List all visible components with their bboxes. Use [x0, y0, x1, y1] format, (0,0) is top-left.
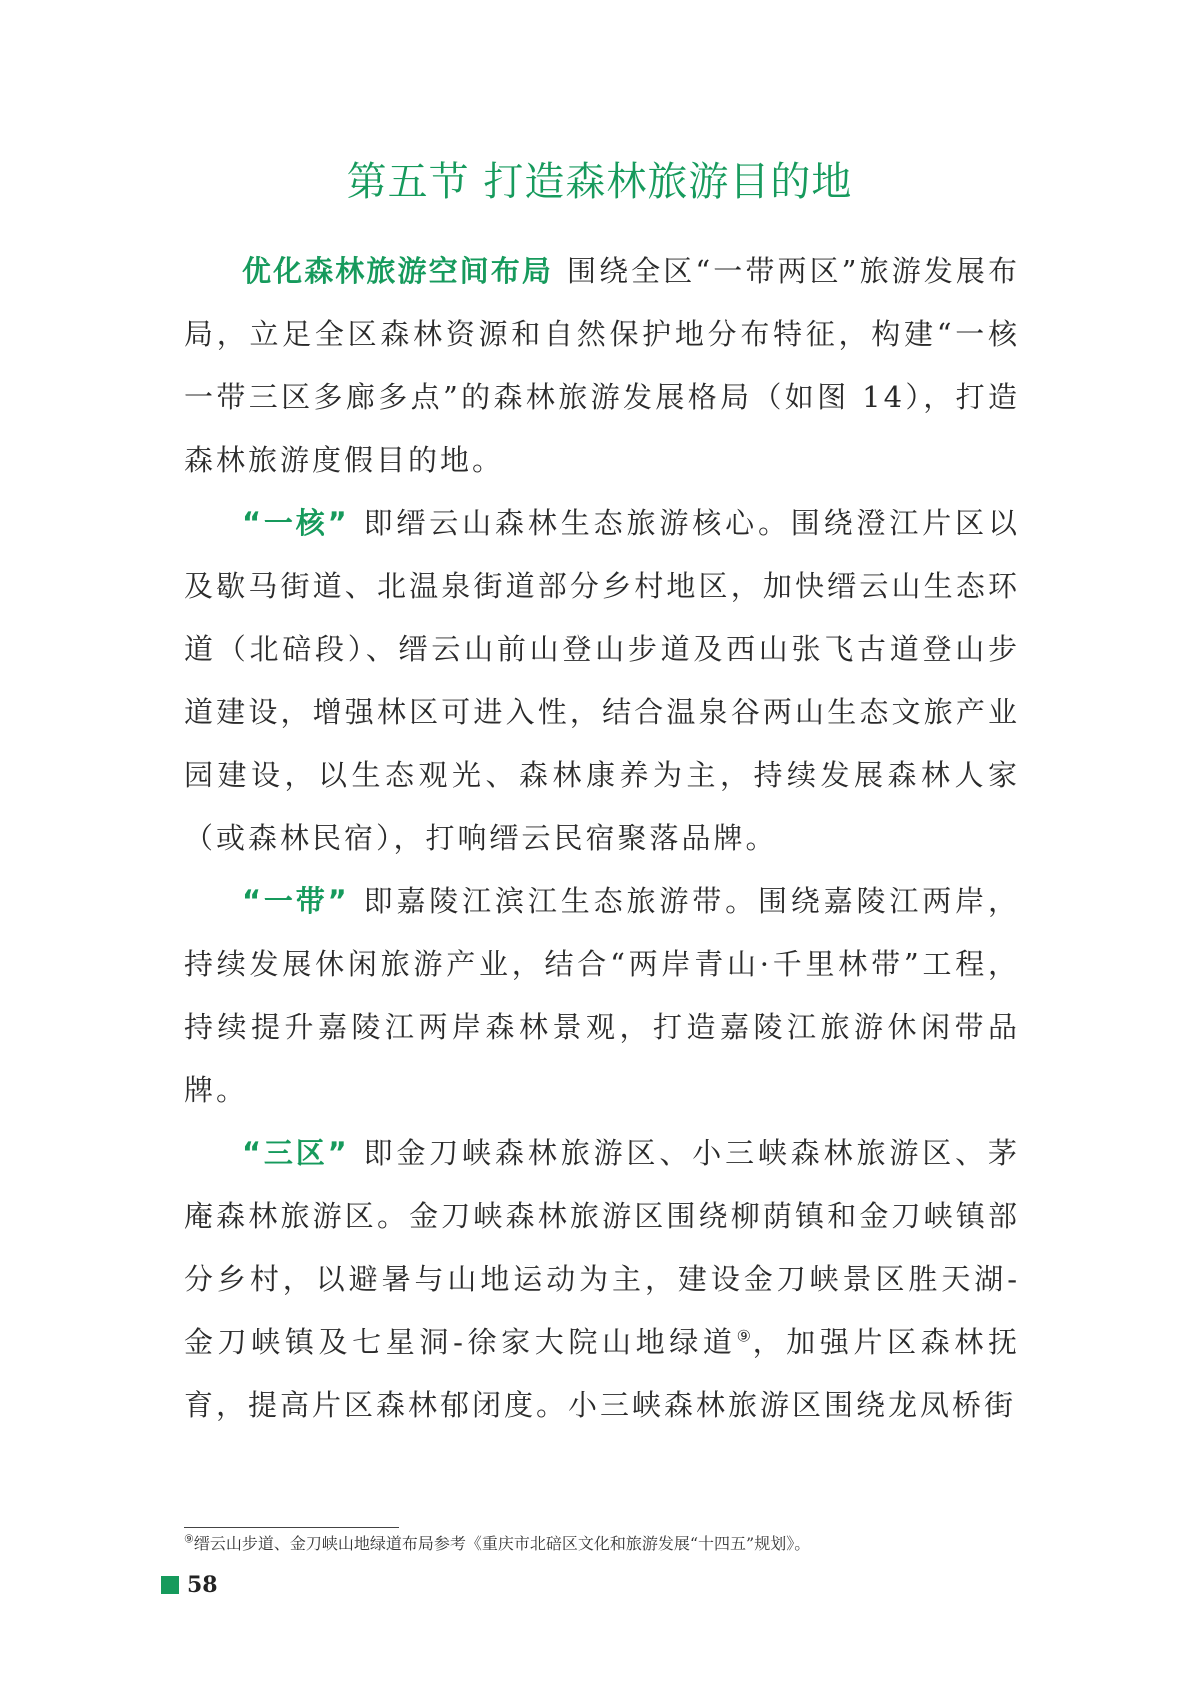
section-title: 第五节 打造森林旅游目的地 — [346, 159, 853, 205]
footnote-divider — [184, 1527, 399, 1528]
paragraph-lead-three-zones: “三区” — [242, 1136, 349, 1170]
page-marker-square-icon — [161, 1576, 179, 1594]
paragraph-three-zones — [184, 1122, 1020, 1437]
page-number-block — [161, 1573, 218, 1597]
paragraph-layout — [184, 240, 1020, 492]
paragraph-text-core: 即缙云山森林生态旅游核心。围绕澄江片区以及歇马街道、北温泉街道部分乡村地区，加快缙云山生态环道（北碚段）、缙云山前山登山步道及西山张飞古道登山步道建设，增强林区可进入性，结合温泉谷两山生态文旅产业园建设，以生态观光、森林康养为主，持续发展森林人家（或森林民宿），打响缙云民宿聚落品牌。 — [184, 506, 1020, 855]
paragraph-text-layout: 围绕全区“一带两区”旅游发展布局，立足全区森林资源和自然保护地分布特征，构建“一核一带三区多廊多点”的森林旅游发展格局（如图 14），打造森林旅游度假目的地。 — [184, 254, 1020, 477]
footnote — [184, 1533, 1024, 1555]
paragraph-text-belt: 即嘉陵江滨江生态旅游带。围绕嘉陵江两岸，持续发展休闲旅游产业，结合“两岸青山·千里林带”工程，持续提升嘉陵江两岸森林景观，打造嘉陵江旅游休闲带品牌。 — [184, 884, 1020, 1107]
paragraph-lead-core: “一核” — [242, 506, 349, 540]
paragraph-core — [184, 492, 1020, 870]
footnote-marker: ⑨ — [184, 1532, 194, 1546]
footnote-reference[interactable]: ⑨ — [736, 1326, 753, 1346]
paragraph-lead-layout: 优化森林旅游空间布局 — [242, 254, 553, 288]
page-number: 58 — [187, 1572, 218, 1598]
paragraph-belt — [184, 870, 1020, 1122]
body-text — [184, 240, 1020, 1437]
paragraph-lead-belt: “一带” — [242, 884, 349, 918]
paragraph-text-three-zones-part1: 即金刀峡森林旅游区、小三峡森林旅游区、茅庵森林旅游区。金刀峡森林旅游区围绕柳荫镇和金刀峡镇部分乡村，以避暑与山地运动为主，建设金刀峡景区胜天湖-金刀峡镇及七星洞-徐家大院山地绿道 — [184, 1136, 1020, 1359]
footnote-text: 缙云山步道、金刀峡山地绿道布局参考《重庆市北碚区文化和旅游发展“十四五”规划》。 — [193, 1534, 811, 1553]
paragraph-text-three-zones-part2: ，加强片区森林抚育，提高片区森林郁闭度。小三峡森林旅游区围绕龙凤桥街 — [184, 1325, 1020, 1422]
